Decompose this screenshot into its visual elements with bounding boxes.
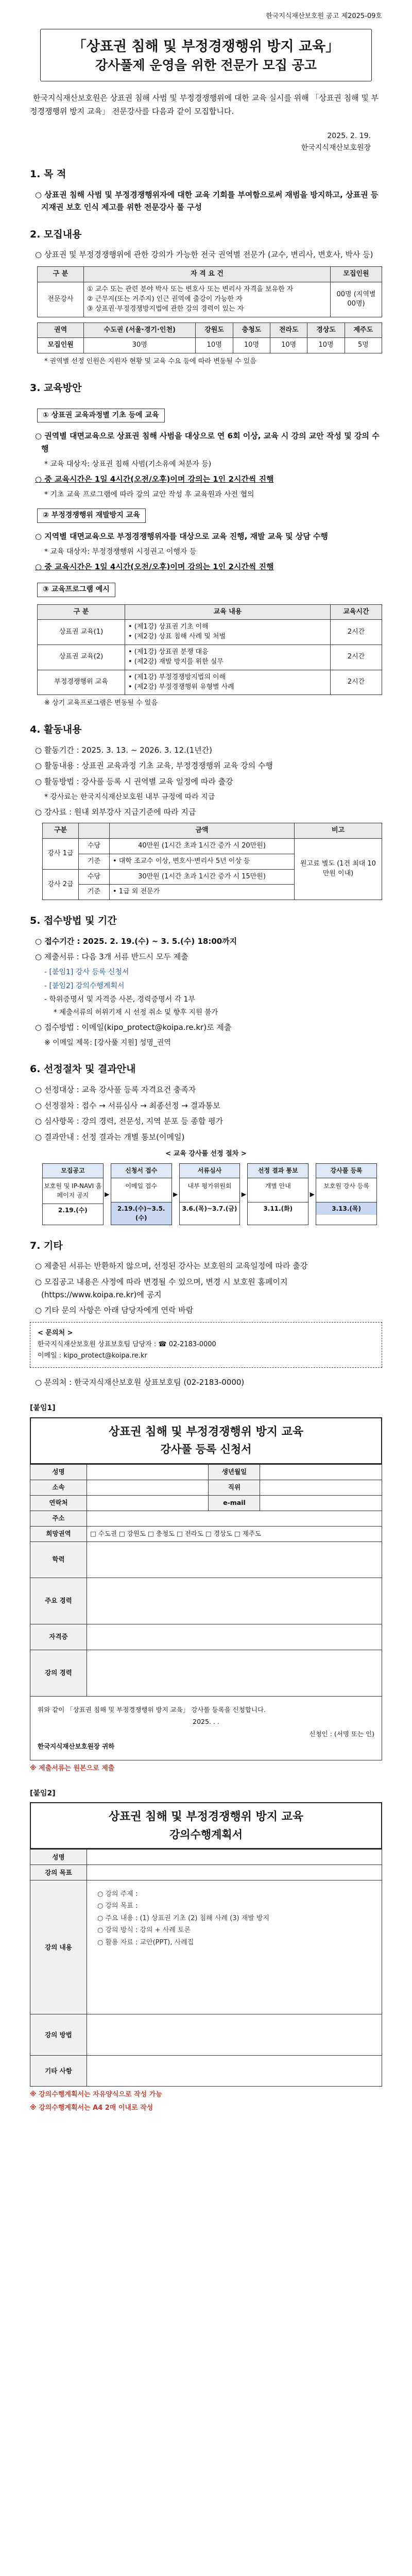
section-2-body: ○ 상표권 및 부정경쟁행위에 관한 강의가 가능한 전국 권역별 전문가 (교수, 변리사, 변호사, 박사 등)	[35, 250, 373, 260]
sec4-bullet: ○ 활동기간 : 2025. 3. 13. ~ 2026. 3. 12.(1년간)	[35, 745, 213, 755]
arrow-right-icon: ▶	[241, 1190, 246, 1198]
application-form-table	[30, 1464, 382, 1760]
plan-line: ○ 강의 주제 :	[97, 1890, 138, 1899]
sub-heading-3: ③ 교육프로그램 예시	[37, 583, 115, 597]
plan-label: 성명	[30, 1850, 87, 1865]
region-count: 10명	[233, 338, 270, 353]
qual-header-1: 자 격 요 건	[84, 267, 331, 282]
title-line-2: 강사풀제 운영을 위한 전문가 모집 공고	[95, 57, 317, 73]
program-content: • (제1강) 부정경쟁방지법의 이해 • (제2강) 부정경쟁행위 유형별 사례	[125, 670, 331, 695]
program-name: 부정경쟁행위 교육	[38, 670, 125, 695]
form-label: 소속	[30, 1480, 87, 1495]
form2-note: ※ 강의수행계획서는 A4 2매 이내로 작성	[30, 2104, 153, 2112]
sec3-sub1-bullet: ○ 권역별 대면교육으로 상표권 침해 사범을 대상으로 연 6회 이상, 교육 시 강의 교안 작성 및 강의 수행	[35, 431, 380, 453]
sec5-note: * 제출서류의 허위기재 시 선정 취소 및 향후 지원 불가	[54, 1008, 218, 1017]
sec3-sub2-note: * 교육 대상자: 부정경쟁행위 시정권고 이행자 등	[44, 547, 197, 556]
fee-header	[79, 823, 110, 839]
form2-title	[30, 1802, 382, 1849]
flow-step	[42, 1163, 104, 1225]
sec5-attachment: - [붙임2] 강의수행계획서	[44, 981, 125, 990]
sec5-attachment: - 학위증명서 및 자격증 사본, 경력증명서 각 1부	[44, 995, 195, 1004]
qual-headcount: 00명 (지역별 00명)	[331, 282, 382, 317]
qual-line: ③ 상표권·부정경쟁방지법에 관한 강의 경력이 있는 자	[87, 304, 244, 313]
flow-step	[179, 1163, 241, 1225]
region-count: 10명	[270, 338, 307, 353]
plan-field-content[interactable]	[87, 1880, 382, 2014]
qualification-table	[37, 266, 382, 317]
form1-title-line-1: 상표권 침해 및 부정경쟁행위 방지 교육	[108, 1425, 304, 1438]
plan-field-etc[interactable]	[87, 2056, 382, 2087]
fee-remark: 원고료 별도 (1건 최대 10만원 이내)	[295, 838, 382, 900]
form-label: 희망권역	[30, 1526, 87, 1541]
sec3-sub1-bullet: ○ 중 교육시간은 1일 4시간(오전/오후)이며 강의는 1인 2시간씩 진행	[35, 474, 274, 484]
fee-criteria: • 대학 조교수 이상, 변호사·변리사 5년 이상 등	[110, 854, 295, 869]
sec3-sub1-note: * 기초 교육 프로그램에 따라 강의 교안 작성 후 교육원과 사전 협의	[44, 490, 254, 499]
plan-field-name[interactable]	[87, 1850, 382, 1865]
form-field-position[interactable]	[260, 1480, 382, 1495]
section-6-heading: 6. 선정절차 및 결과안내	[30, 1063, 136, 1075]
selection-flow	[42, 1163, 377, 1225]
form-label: 연락처	[30, 1495, 87, 1511]
program-table	[37, 604, 382, 696]
program-header: 교육 내용	[125, 604, 331, 620]
form-field-org[interactable]	[87, 1480, 209, 1495]
form-label: e-mail	[209, 1495, 260, 1511]
qual-line: ② 근무지(또는 거주지) 인근 권역에 출강이 가능한 자	[87, 295, 243, 303]
sub-heading-1: ① 상표권 교육과정별 기초 등에 교육	[37, 409, 165, 423]
flow-step	[111, 1163, 172, 1225]
section-7-heading: 7. 기타	[30, 1240, 63, 1251]
flow-step-body: 이메일 접수	[125, 1182, 158, 1190]
program-header: 구 분	[38, 604, 125, 620]
fee-type: 기준	[79, 854, 110, 869]
qual-row-label: 전문강사	[38, 282, 84, 317]
sec7-footer: ○ 문의처 : 한국지식재산보호원 상표보호팀 (02-2183-0000)	[35, 1377, 245, 1387]
region-header: 경상도	[307, 323, 345, 338]
sec6-bullet: ○ 결과안내 : 선정 결과는 개별 통보(이메일)	[35, 1132, 185, 1142]
section-3-heading: 3. 교육방안	[30, 382, 82, 394]
flow-step-body: 내부 평가위원회	[187, 1182, 232, 1190]
section-1-heading: 1. 목 적	[30, 168, 66, 180]
form1-pledge: 위와 같이 「상표권 침해 및 부정경쟁행위 방지 교육」 강사풀 등록을 신청합니다.	[38, 1705, 266, 1714]
lecture-plan-table	[30, 1849, 382, 2087]
flow-step-date: 2.19.(수)~3.5.(수)	[111, 1202, 171, 1225]
sec3-sub1-note: * 교육 대상자: 상표권 침해 사범(기소유예 처분자 등)	[44, 460, 212, 468]
flow-step	[247, 1163, 308, 1225]
notice-number: 한국지식재산보호원 공고 제2025-09호	[266, 12, 382, 20]
fee-type: 기준	[79, 885, 110, 900]
region-header: 수도권 (서울·경기·인천)	[84, 323, 196, 338]
region-header: 제주도	[345, 323, 382, 338]
arrow-right-icon: ▶	[105, 1190, 110, 1198]
form1-pledge-cell	[30, 1696, 382, 1760]
form1-tag: [붙임1]	[30, 1404, 56, 1413]
plan-label: 강의 방법	[30, 2014, 87, 2056]
sec4-bullet: ○ 활동내용 : 상표권 교육과정 기초 교육, 부정경쟁행위 교육 강의 수행	[35, 761, 273, 771]
form-field-career[interactable]	[87, 1578, 382, 1624]
program-name: 상표권 교육(2)	[38, 645, 125, 670]
section-5-heading: 5. 접수방법 및 기간	[30, 915, 117, 927]
plan-field-goal[interactable]	[87, 1865, 382, 1880]
sec3-sub2-bullet: ○ 중 교육시간은 1일 4시간(오전/오후)이며 강의는 1인 2시간씩 진행	[35, 562, 274, 572]
program-name: 상표권 교육(1)	[38, 620, 125, 645]
flow-step-body: 보호원 강사 등록	[323, 1182, 369, 1190]
flow-step-title: 강사풀 등록	[316, 1164, 376, 1178]
flow-step-date: 3.6.(목)~3.7.(금)	[180, 1202, 240, 1215]
sec4-bullet: ○ 활동방법 : 강사풀 등록 시 권역별 교육 일정에 따라 출강	[35, 777, 233, 787]
title-box	[40, 29, 372, 81]
flow-step-date: 3.11.(화)	[248, 1202, 308, 1215]
program-hours: 2시간	[331, 620, 382, 645]
flow-step-date: 2.19.(수)	[43, 1204, 103, 1217]
form-label: 주요 경력	[30, 1578, 87, 1624]
form-field-phone[interactable]	[87, 1495, 209, 1511]
sec4-note: * 강사료는 한국지식재산보호원 내부 규정에 따라 지급	[44, 792, 215, 801]
contact-box	[30, 1322, 382, 1367]
flow-step	[316, 1163, 377, 1225]
form-field-lecture-career[interactable]	[87, 1650, 382, 1696]
program-hours: 2시간	[331, 645, 382, 670]
fee-type: 수당	[79, 838, 110, 854]
form2-note: ※ 강의수행계획서는 자유양식으로 작성 가능	[30, 2091, 162, 2099]
region-count: 모집인원	[38, 338, 84, 353]
region-header: 충청도	[233, 323, 270, 338]
form-label: 직위	[209, 1480, 260, 1495]
qual-line: ① 교수 또는 관련 분야 박사 또는 변호사 또는 변리사 자격을 보유한 자	[87, 285, 294, 294]
form1-title-line-2: 강사풀 등록 신청서	[160, 1443, 252, 1456]
sec4-bullet: ○ 강사료 : 원내 외부강사 지급기준에 따라 지급	[35, 807, 196, 817]
plan-line: ○ 강의 목표 :	[97, 1902, 138, 1910]
program-content: • (제1강) 상표권 분쟁 대응 • (제2강) 재발 방지를 위한 실무	[125, 645, 331, 670]
form1-title	[30, 1417, 382, 1464]
form-field-birth[interactable]	[260, 1464, 382, 1480]
form1-note: ※ 제출서류는 원본으로 제출	[30, 1764, 115, 1772]
fee-type: 수당	[79, 869, 110, 885]
region-header: 강원도	[196, 323, 233, 338]
form-field-license[interactable]	[87, 1624, 382, 1650]
form-label: 생년월일	[209, 1464, 260, 1480]
form-label: 강의 경력	[30, 1650, 87, 1696]
plan-line: ○ 활용 자료 : 교안(PPT), 사례집	[97, 1938, 194, 1946]
flow-step-title: 모집공고	[43, 1164, 103, 1178]
contact-line: < 문의처 >	[38, 1329, 73, 1337]
section-4-heading: 4. 활동내용	[30, 724, 82, 736]
form1-recipient: 한국지식재산보호원장 귀하	[38, 1742, 115, 1750]
sec5-note: ※ 이메일 제목: [강사풀 지원] 성명_권역	[44, 1039, 171, 1047]
program-header: 교육시간	[331, 604, 382, 620]
sec5-bullet: ○ 접수방법 : 이메일(kipo_protect@koipa.re.kr)로 제출	[35, 1023, 232, 1032]
form1-signature: 신청인 : (서명 또는 인)	[309, 1730, 374, 1738]
sub-heading-2: ② 부정경쟁행위 재발방지 교육	[37, 509, 146, 523]
form-field-region[interactable]: □ 수도권 □ 강원도 □ 충청도 □ 전라도 □ 경상도 □ 제주도	[87, 1526, 382, 1541]
form-label: 자격증	[30, 1624, 87, 1650]
form-label: 성명	[30, 1464, 87, 1480]
arrow-right-icon: ▶	[310, 1190, 315, 1198]
form-label: 학력	[30, 1541, 87, 1578]
sec6-bullet: ○ 선정절차 : 접수 → 서류심사 → 최종선정 → 결과통보	[35, 1100, 220, 1110]
form-field-address[interactable]	[87, 1511, 382, 1526]
program-content: • (제1강) 상표권 기초 이해 • (제2강) 상표 침해 사례 및 처벌	[125, 620, 331, 645]
form-field-email[interactable]	[260, 1495, 382, 1511]
program-row	[38, 670, 382, 695]
sec3-sub2-bullet: ○ 지역별 대면교육으로 부정경쟁행위자를 대상으로 교육 진행, 재발 교육 및 상담 수행	[35, 531, 328, 541]
form1-date: 2025. . .	[193, 1718, 219, 1726]
program-row	[38, 645, 382, 670]
contact-line: 한국지식재산보호원 상표보호팀 담당자 : ☎ 02-2183-0000	[38, 1341, 216, 1349]
plan-guide	[90, 1883, 379, 1954]
flow-title: < 교육 강사풀 선정 절차 >	[165, 1149, 247, 1158]
sec7-bullet: ○ 모집공고 내용은 사정에 따라 변경될 수 있으며, 변경 시 보호원 홈페이지(https://www.koipa.re.kr)에 공지	[35, 1277, 288, 1299]
flow-step-body: 보호원 및 IP-NAVI 홈페이지 공지	[44, 1182, 102, 1199]
sec5-attachment: - [붙임1] 강사 등록 신청서	[44, 968, 129, 977]
region-count: 30명	[84, 338, 196, 353]
plan-line: ○ 주요 내용 : (1) 상표권 기초 (2) 침해 사례 (3) 재발 방지	[97, 1914, 270, 1922]
region-count: 10명	[307, 338, 345, 353]
flow-step-title: 선정 결과 통보	[248, 1164, 308, 1178]
section-2-heading: 2. 모집내용	[30, 229, 82, 241]
sec6-bullet: ○ 선정대상 : 교육 강사풀 등록 자격요건 충족자	[35, 1084, 196, 1094]
region-count: 10명	[196, 338, 233, 353]
notice-org: 한국지식재산보호원장	[301, 143, 371, 152]
region-count: 5명	[345, 338, 382, 353]
title-line-1: 「상표권 침해 및 부정경쟁행위 방지 교육」	[72, 39, 340, 55]
fee-amount: 30만원 (1시간 초과 1시간 증가 시 15만원)	[110, 869, 295, 885]
sec5-bullet: ○ 제출서류 : 다음 3개 서류 반드시 모두 제출	[35, 952, 188, 962]
fee-header: 구분	[43, 823, 79, 839]
region-table	[37, 323, 382, 354]
plan-label: 강의 목표	[30, 1865, 87, 1880]
flow-step-date: 3.13.(목)	[316, 1202, 376, 1215]
intro-paragraph: 한국지식재산보호원은 상표권 침해 사범 및 부정경쟁행위에 대한 교육 실시를 위해 「상표권 침해 및 부정경쟁행위 방지 교육」 전문강사를 다음과 같이 모집합니다.	[30, 93, 379, 116]
fee-criteria: • 1급 외 전문가	[110, 885, 295, 900]
program-note: ※ 상기 교육프로그램은 변동될 수 있음	[44, 699, 158, 707]
form-field-education[interactable]	[87, 1541, 382, 1578]
fee-header: 금액	[110, 823, 295, 839]
sec7-bullet: ○ 기타 문의 사항은 아래 담당자에게 연락 바람	[35, 1306, 194, 1315]
contact-line: 이메일 : kipo_protect@koipa.re.kr	[38, 1352, 147, 1360]
form2-tag: [붙임2]	[30, 1789, 56, 1798]
notice-date: 2025. 2. 19.	[327, 132, 371, 141]
section-1-body: ○ 상표권 침해 사범 및 부정경쟁행위자에 대한 교육 기회를 부여함으로써 재범을 방지하고, 상표권 등 지재권 보호 인식 제고를 위한 전문강사 풀 구성	[35, 190, 379, 212]
flow-step-title: 신청서 접수	[111, 1164, 171, 1178]
qual-lines	[84, 282, 331, 317]
flow-step-title: 서류심사	[180, 1164, 240, 1178]
sec5-bullet: ○ 접수기간 : 2025. 2. 19.(수) ~ 3. 5.(수) 18:00까지	[35, 936, 237, 946]
fee-grade: 강사 2급	[43, 869, 79, 900]
sec6-bullet: ○ 심사항목 : 강의 경력, 전문성, 지역 분포 등 종합 평가	[35, 1116, 224, 1126]
region-header: 전라도	[270, 323, 307, 338]
fee-grade: 강사 1급	[43, 838, 79, 869]
fee-header: 비고	[295, 823, 382, 839]
region-footnote: * 권역별 선정 인원은 지원자 현황 및 교육 수요 등에 따라 변동될 수 있음	[44, 358, 256, 366]
flow-step-body: 개별 안내	[265, 1182, 291, 1190]
qual-header-0: 구 분	[38, 267, 84, 282]
plan-label: 강의 내용	[30, 1880, 87, 2014]
plan-label: 기타 사항	[30, 2056, 87, 2087]
form2-title-line-2: 강의수행계획서	[169, 1828, 243, 1841]
fee-table	[42, 823, 382, 900]
form-field-name[interactable]	[87, 1464, 209, 1480]
form2-title-line-1: 상표권 침해 및 부정경쟁행위 방지 교육	[108, 1810, 304, 1824]
qual-header-2: 모집인원	[331, 267, 382, 282]
sec7-bullet: ○ 제출된 서류는 반환하지 않으며, 선정된 강사는 보호원의 교육일정에 따라 출강	[35, 1261, 308, 1271]
fee-amount: 40만원 (1시간 초과 1시간 증가 시 20만원)	[110, 838, 295, 854]
plan-line: ○ 강의 방식 : 강의 + 사례 토론	[97, 1926, 191, 1935]
program-row	[38, 620, 382, 645]
arrow-right-icon: ▶	[173, 1190, 178, 1198]
region-header: 권역	[38, 323, 84, 338]
program-hours: 2시간	[331, 670, 382, 695]
plan-field-method[interactable]	[87, 2014, 382, 2056]
form-label: 주소	[30, 1511, 87, 1526]
